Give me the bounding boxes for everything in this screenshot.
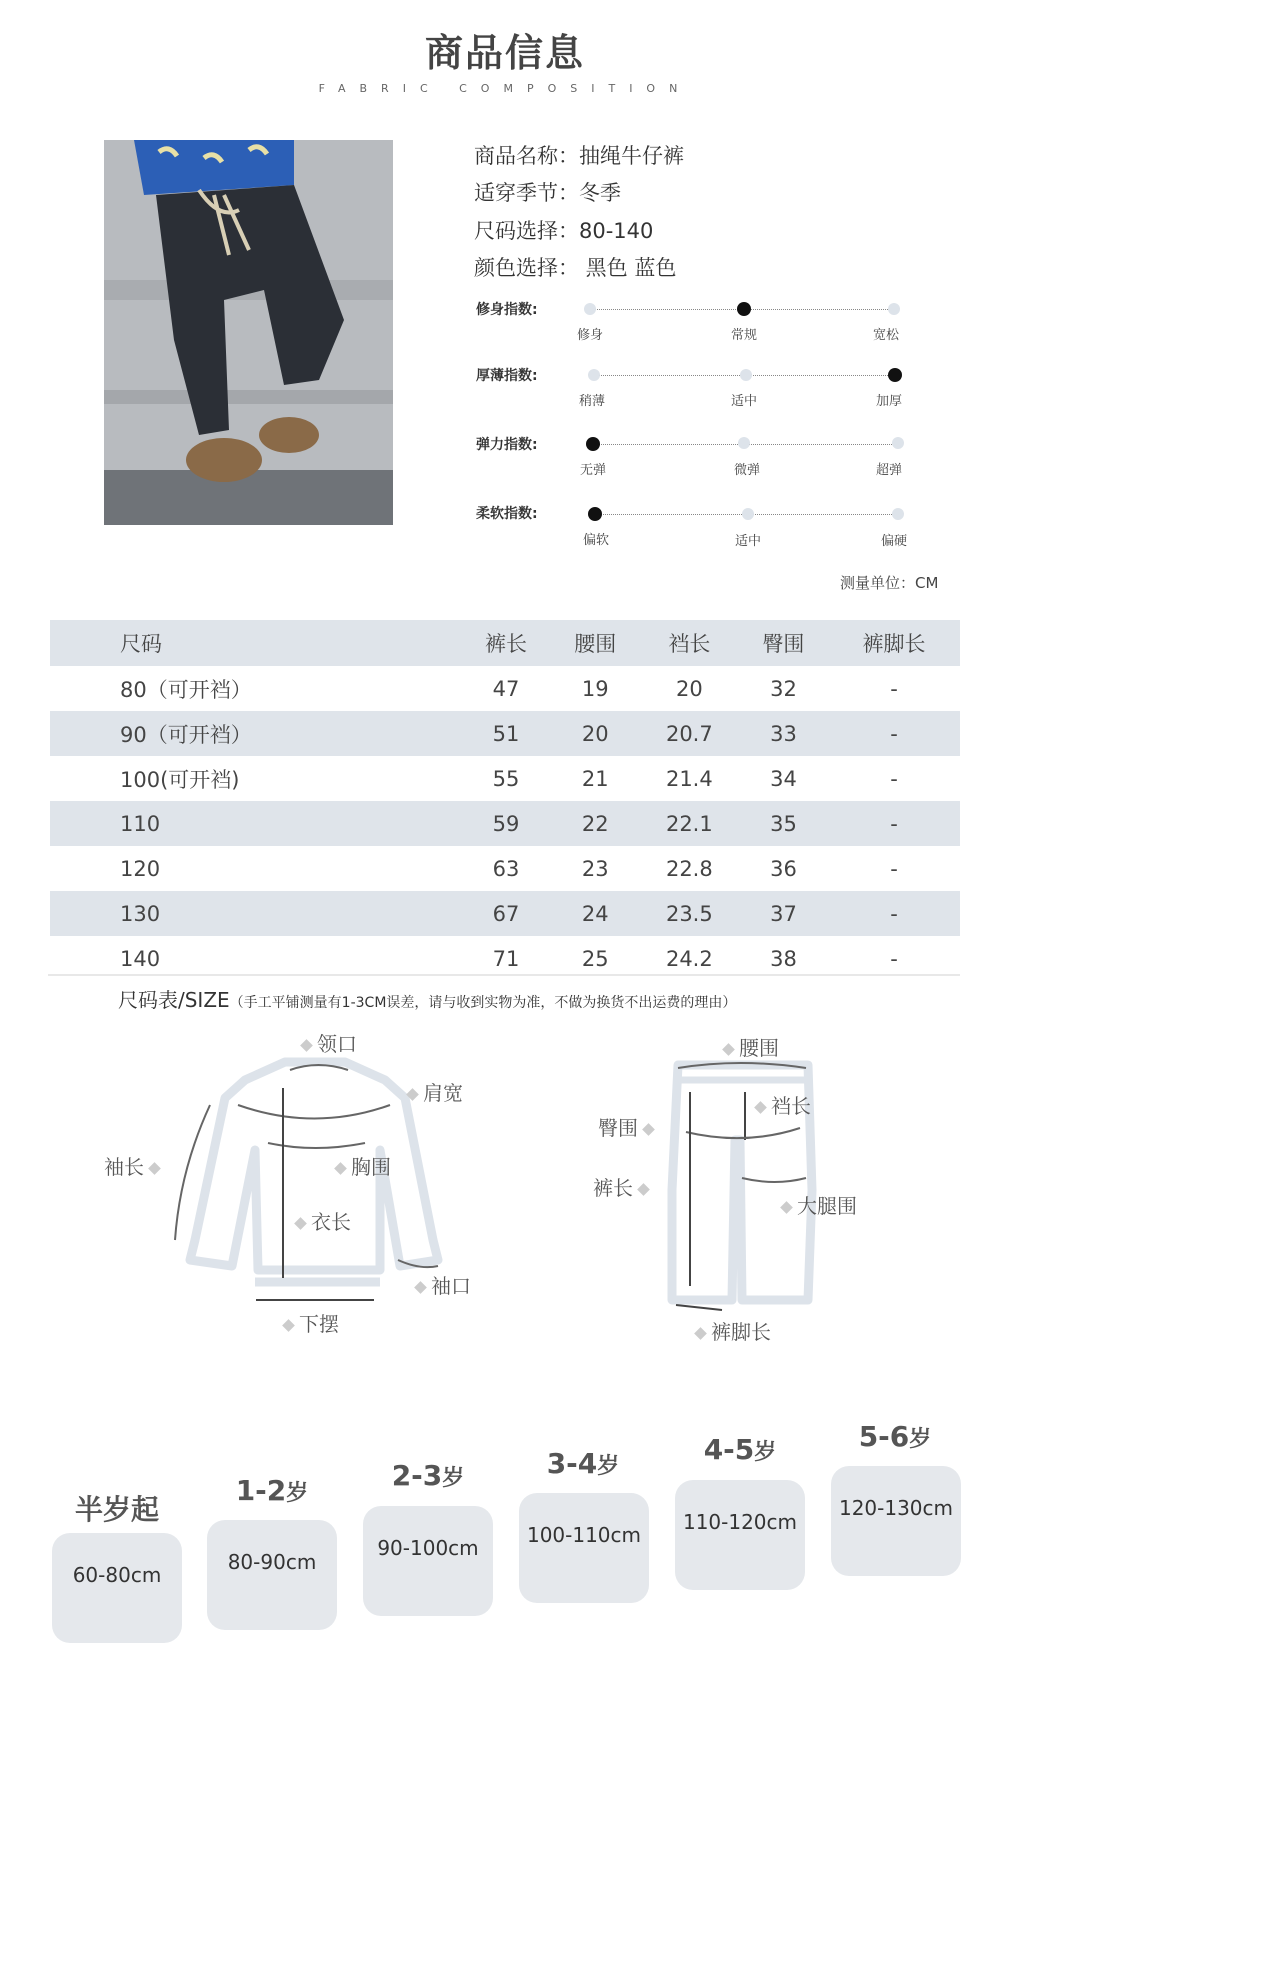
col-pants-length: 裤长 bbox=[461, 620, 550, 666]
stretch-index-label: 弹力指数: bbox=[476, 437, 538, 453]
fit-tick-1: 修身 bbox=[576, 328, 603, 343]
thickness-tick-3: 加厚 bbox=[875, 394, 902, 409]
label-chest: 胸围 bbox=[330, 1151, 391, 1180]
table-row bbox=[50, 756, 960, 801]
index-scales bbox=[476, 299, 916, 559]
fit-dot-3 bbox=[888, 303, 900, 315]
thickness-dot-3 bbox=[888, 368, 902, 382]
cell: 47 bbox=[492, 676, 520, 701]
label-thigh: 大腿围 bbox=[776, 1190, 857, 1219]
softness-dot-2 bbox=[742, 508, 754, 520]
diagram-drawing bbox=[0, 1020, 1010, 1340]
cell: 36 bbox=[770, 856, 797, 881]
age-pill-4: 110-120cm bbox=[675, 1480, 805, 1590]
cell: - bbox=[890, 766, 898, 791]
cell: 22.1 bbox=[640, 801, 739, 846]
stretch-dot-2 bbox=[738, 437, 750, 449]
cell: 140 bbox=[120, 946, 161, 971]
cell: 21 bbox=[581, 766, 609, 791]
fit-dot-1 bbox=[584, 303, 596, 315]
stretch-tick-1: 无弹 bbox=[579, 463, 606, 478]
col-waist: 腰围 bbox=[551, 620, 640, 666]
cell: 22 bbox=[551, 801, 640, 846]
cell: 35 bbox=[739, 801, 828, 846]
fit-tick-2: 常规 bbox=[730, 328, 757, 343]
thickness-dot-1 bbox=[588, 369, 600, 381]
divider bbox=[48, 974, 960, 976]
label-collar: 领口 bbox=[296, 1028, 357, 1057]
softness-tick-2: 适中 bbox=[734, 534, 761, 549]
table-row bbox=[50, 891, 960, 936]
cell: 24.2 bbox=[665, 946, 713, 971]
cell: 23.5 bbox=[640, 891, 739, 936]
stretch-tick-2: 微弹 bbox=[733, 463, 760, 478]
product-season: 适穿季节：冬季 bbox=[474, 181, 621, 205]
fit-tick-3: 宽松 bbox=[872, 328, 899, 343]
cell: 80（可开裆） bbox=[120, 677, 252, 702]
cell: 19 bbox=[581, 676, 609, 701]
label-rise: 裆长 bbox=[750, 1090, 811, 1119]
age-label-3: 3-4岁 bbox=[546, 1447, 620, 1480]
cell: 20 bbox=[675, 676, 703, 701]
fit-index-label: 修身指数: bbox=[476, 302, 538, 318]
cell: 37 bbox=[739, 891, 828, 936]
col-leg-opening: 裤脚长 bbox=[828, 620, 960, 666]
size-note bbox=[118, 984, 736, 1013]
label-sleeve: 袖长 bbox=[104, 1151, 165, 1180]
cell: 32 bbox=[770, 676, 797, 701]
softness-tick-3: 偏硬 bbox=[880, 534, 907, 549]
age-pill-0: 60-80cm bbox=[52, 1533, 182, 1643]
page-subtitle: FABRIC COMPOSITION bbox=[318, 82, 692, 95]
cell: 67 bbox=[461, 891, 550, 936]
label-length: 衣长 bbox=[290, 1206, 351, 1235]
age-pill-5: 120-130cm bbox=[831, 1466, 961, 1576]
thickness-tick-1: 稍薄 bbox=[578, 394, 605, 409]
cell: 25 bbox=[581, 946, 609, 971]
cell: 33 bbox=[739, 711, 828, 756]
cell: 20 bbox=[551, 711, 640, 756]
page-title: 商品信息 bbox=[424, 31, 585, 75]
table-row bbox=[50, 666, 960, 711]
cell: 130 bbox=[50, 891, 461, 936]
cell: - bbox=[890, 856, 898, 881]
age-label-0: 半岁起 bbox=[74, 1493, 159, 1526]
cell: 20.7 bbox=[640, 711, 739, 756]
cell: - bbox=[828, 711, 960, 756]
cell: 100(可开裆) bbox=[120, 767, 240, 792]
age-guide bbox=[0, 1400, 1010, 1587]
softness-dot-1 bbox=[588, 507, 602, 521]
stretch-dot-1 bbox=[586, 437, 600, 451]
age-label-4: 4-5岁 bbox=[703, 1433, 777, 1466]
product-colors: 颜色选择： 黑色 蓝色 bbox=[474, 256, 677, 280]
age-pill-2: 90-100cm bbox=[363, 1506, 493, 1616]
cell: 24 bbox=[551, 891, 640, 936]
stretch-dot-3 bbox=[892, 437, 904, 449]
cell: 63 bbox=[492, 856, 520, 881]
cell: - bbox=[890, 676, 898, 701]
cell: 38 bbox=[770, 946, 797, 971]
label-hip: 臀围 bbox=[598, 1112, 659, 1141]
cell: - bbox=[828, 891, 960, 936]
table-header-row bbox=[50, 620, 960, 666]
thickness-tick-2: 适中 bbox=[730, 394, 757, 409]
cell: 22.8 bbox=[665, 856, 713, 881]
label-cuff: 袖口 bbox=[410, 1270, 471, 1299]
cell: 51 bbox=[461, 711, 550, 756]
cell: 55 bbox=[492, 766, 520, 791]
label-leg-opening: 裤脚长 bbox=[690, 1316, 771, 1345]
thickness-index-label: 厚薄指数: bbox=[476, 368, 538, 384]
cell: 120 bbox=[120, 856, 161, 881]
measurement-unit: 测量单位：CM bbox=[840, 574, 939, 592]
size-note-detail: （手工平铺测量有1-3CM误差，请与收到实物为准，不做为换货不出运费的理由） bbox=[229, 995, 737, 1011]
label-hem: 下摆 bbox=[278, 1308, 339, 1337]
size-table bbox=[50, 620, 960, 981]
product-sizes: 尺码选择：80-140 bbox=[474, 219, 654, 243]
age-pill-1: 80-90cm bbox=[207, 1520, 337, 1630]
label-waist: 腰围 bbox=[718, 1032, 779, 1061]
cell: 90（可开裆） bbox=[50, 711, 461, 756]
cell: 59 bbox=[461, 801, 550, 846]
stretch-tick-3: 超弹 bbox=[875, 463, 902, 478]
fit-dot-2 bbox=[737, 302, 751, 316]
cell: 23 bbox=[581, 856, 609, 881]
softness-dot-3 bbox=[892, 508, 904, 520]
age-pill-3: 100-110cm bbox=[519, 1493, 649, 1603]
label-pants-length: 裤长 bbox=[593, 1172, 654, 1201]
product-photo bbox=[104, 140, 393, 525]
table-row bbox=[50, 846, 960, 891]
size-note-title: 尺码表/SIZE bbox=[118, 988, 230, 1012]
cell: 34 bbox=[770, 766, 797, 791]
thickness-dot-2 bbox=[740, 369, 752, 381]
age-label-5: 5-6岁 bbox=[858, 1420, 932, 1453]
age-label-1: 1-2岁 bbox=[235, 1474, 309, 1507]
softness-tick-1: 偏软 bbox=[582, 533, 609, 548]
product-name: 商品名称：抽绳牛仔裤 bbox=[474, 144, 684, 168]
cell: 110 bbox=[50, 801, 461, 846]
table-row bbox=[50, 711, 960, 756]
softness-index-label: 柔软指数: bbox=[476, 506, 538, 522]
cell: 21.4 bbox=[665, 766, 713, 791]
cell: - bbox=[828, 801, 960, 846]
table-row bbox=[50, 801, 960, 846]
label-shoulder: 肩宽 bbox=[402, 1077, 463, 1106]
col-size: 尺码 bbox=[50, 620, 461, 666]
col-rise: 裆长 bbox=[640, 620, 739, 666]
col-hip: 臀围 bbox=[739, 620, 828, 666]
cell: - bbox=[890, 946, 898, 971]
age-label-2: 2-3岁 bbox=[391, 1459, 465, 1492]
cell: 71 bbox=[492, 946, 520, 971]
measurement-diagrams bbox=[0, 1020, 1010, 1344]
